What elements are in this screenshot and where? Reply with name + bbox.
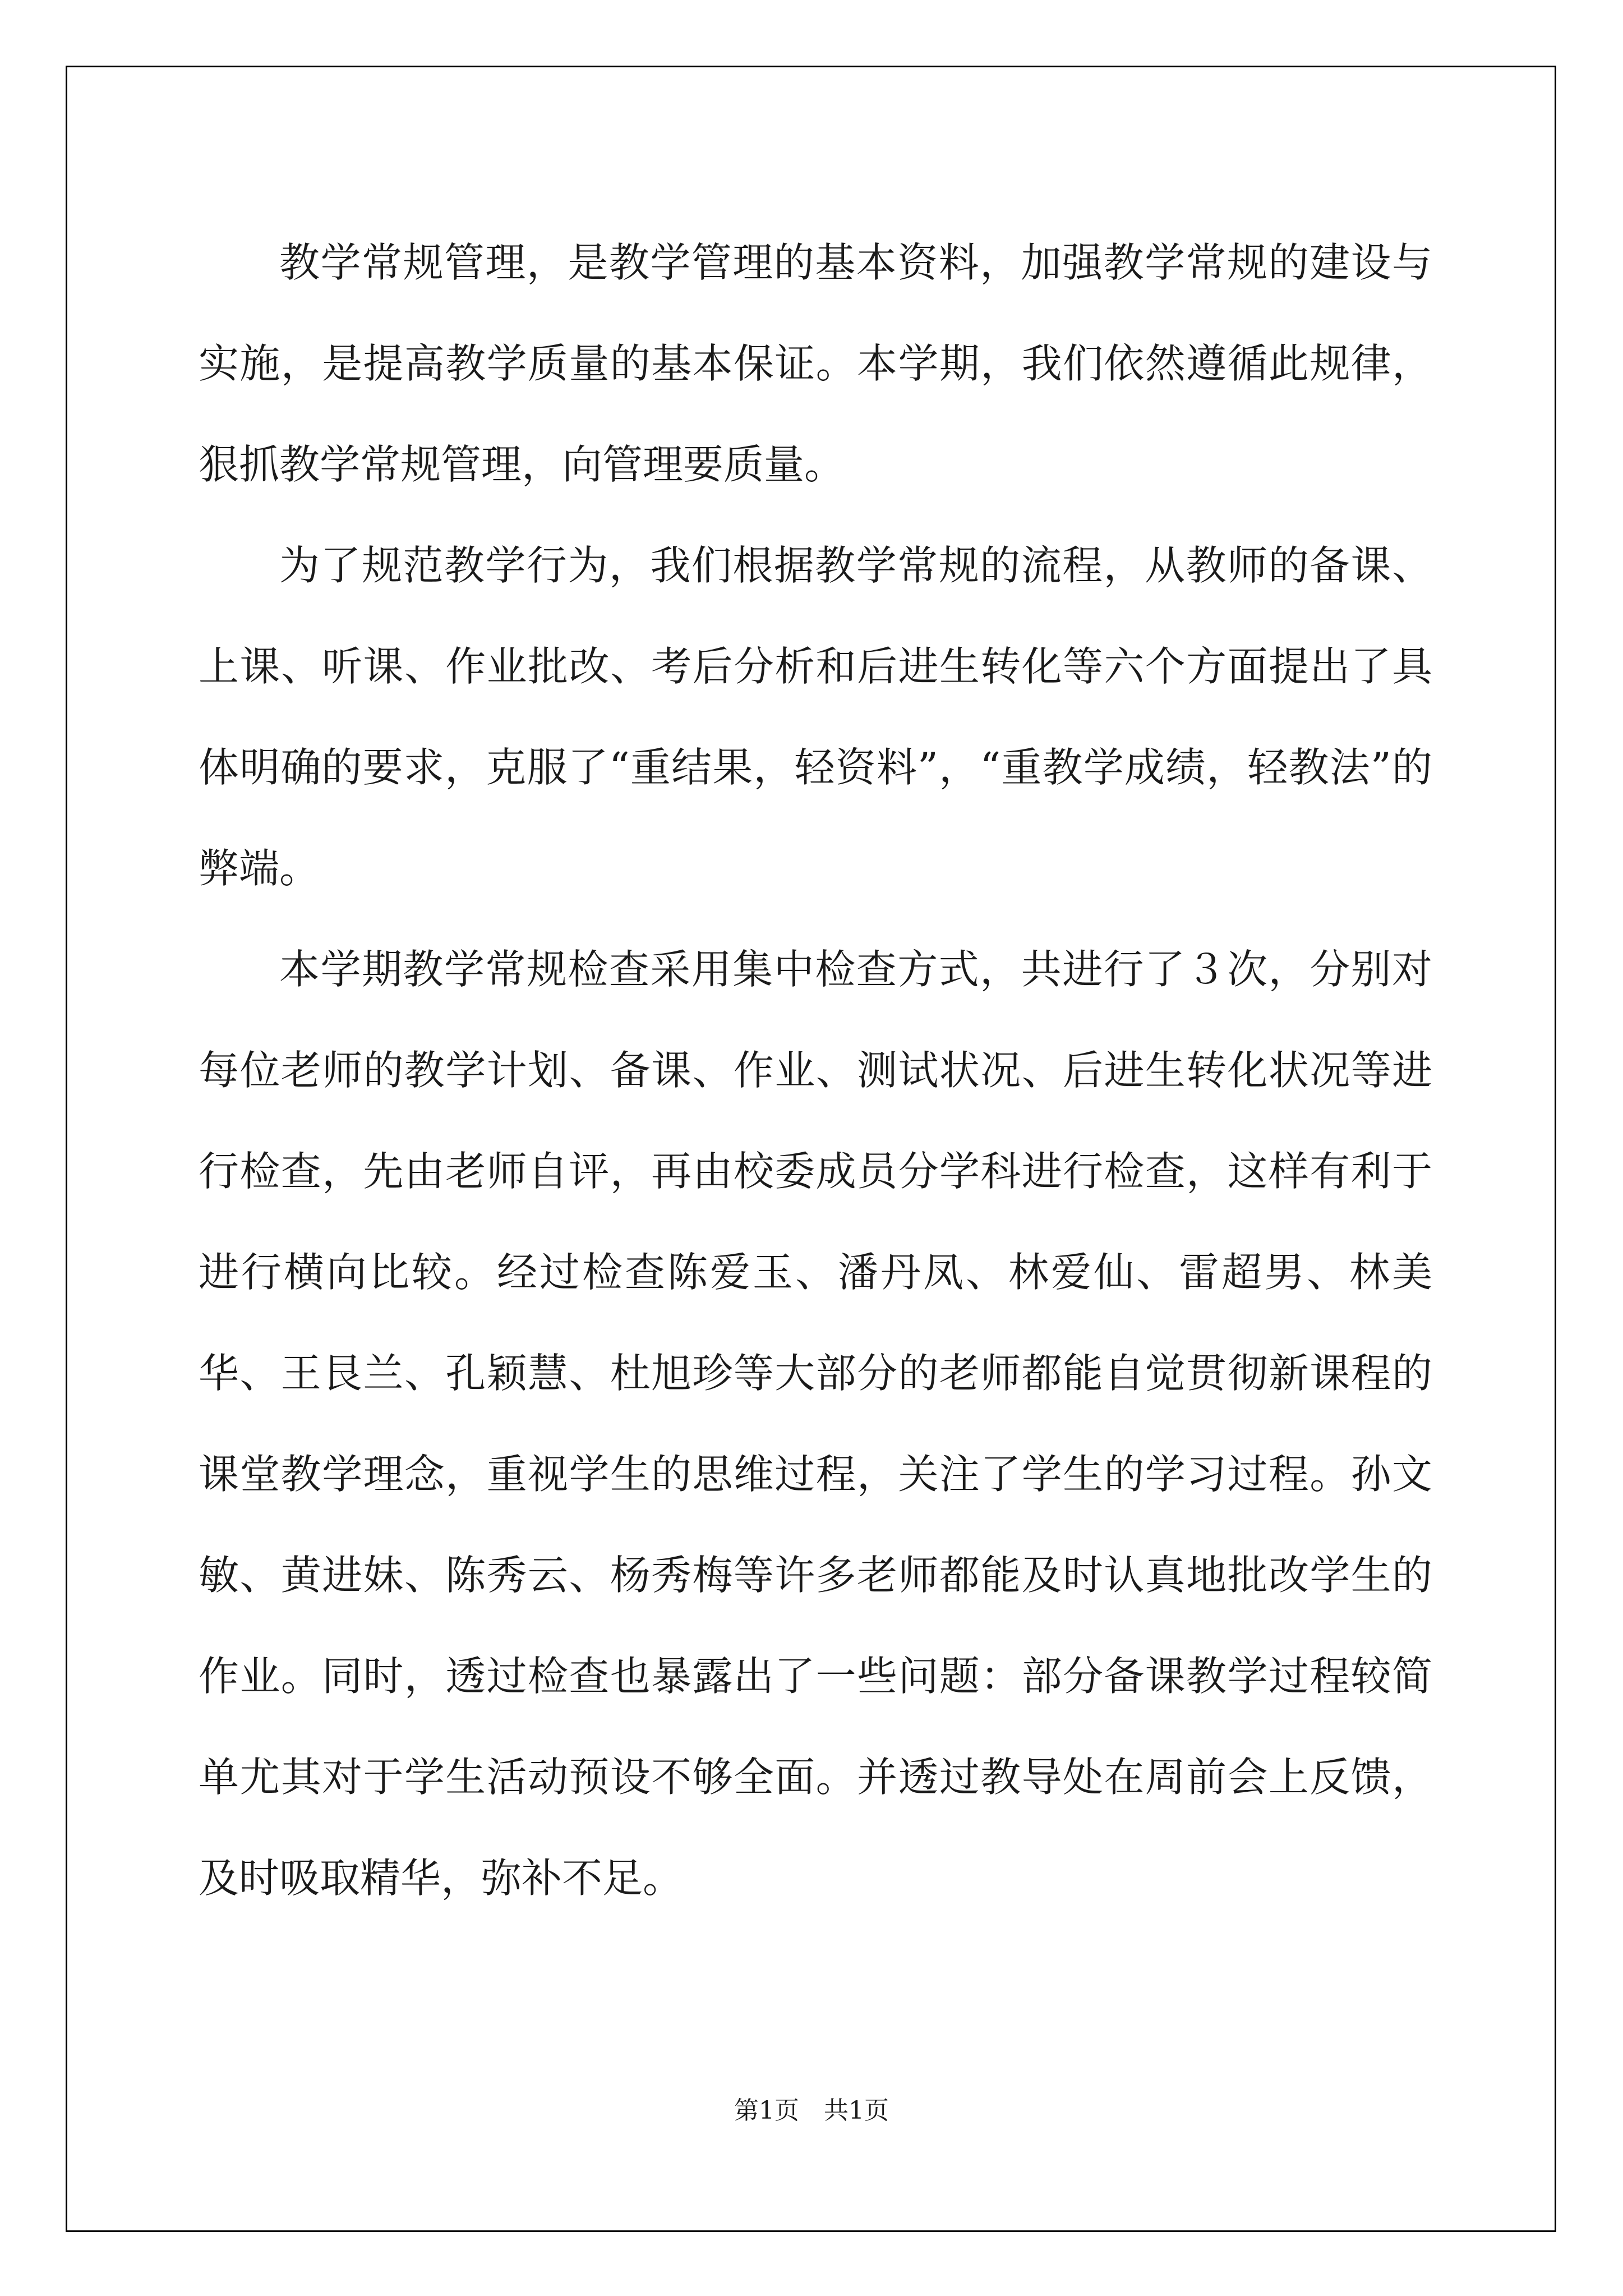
page-total: 共1页: [824, 2096, 889, 2125]
document-body: [199, 212, 1432, 1929]
page-number: 第1页: [734, 2096, 799, 2125]
paragraph-2: 为了规范教学行为，我们根据教学常规的流程，从教师的备课、上课、听课、作业批改、考后分析和后进生转化等六个方面提出了具体明确的要求，克服了“重结果，轻资料”，“重教学成绩，轻教法”的弊端。: [199, 542, 1432, 892]
page-footer: [0, 2090, 1623, 2126]
paragraph-3: 本学期教学常规检查采用集中检查方式，共进行了３次，分别对每位老师的教学计划、备课、作业、测试状况、后进生转化状况等进行检查，先由老师自评，再由校委成员分学科进行检查，这样有利于进行横向比较。经过检查陈爱玉、潘丹凤、林爱仙、雷超男、林美华、王艮兰、孔颖慧、杜旭珍等大部分的老师都能自觉贯彻新课程的课堂教学理念，重视学生的思维过程，关注了学生的学习过程。孙文敏、黄进妹、陈秀云、杨秀梅等许多老师都能及时认真地批改学生的作业。同时，透过检查也暴露出了一些问题：部分备课教学过程较简单尤其对于学生活动预设不够全面。并透过教导处在周前会上反馈，及时吸取精华，弥补不足。: [199, 946, 1432, 1902]
paragraph-1: 教学常规管理，是教学管理的基本资料，加强教学常规的建设与实施，是提高教学质量的基本保证。本学期，我们依然遵循此规律，狠抓教学常规管理，向管理要质量。: [199, 239, 1432, 488]
